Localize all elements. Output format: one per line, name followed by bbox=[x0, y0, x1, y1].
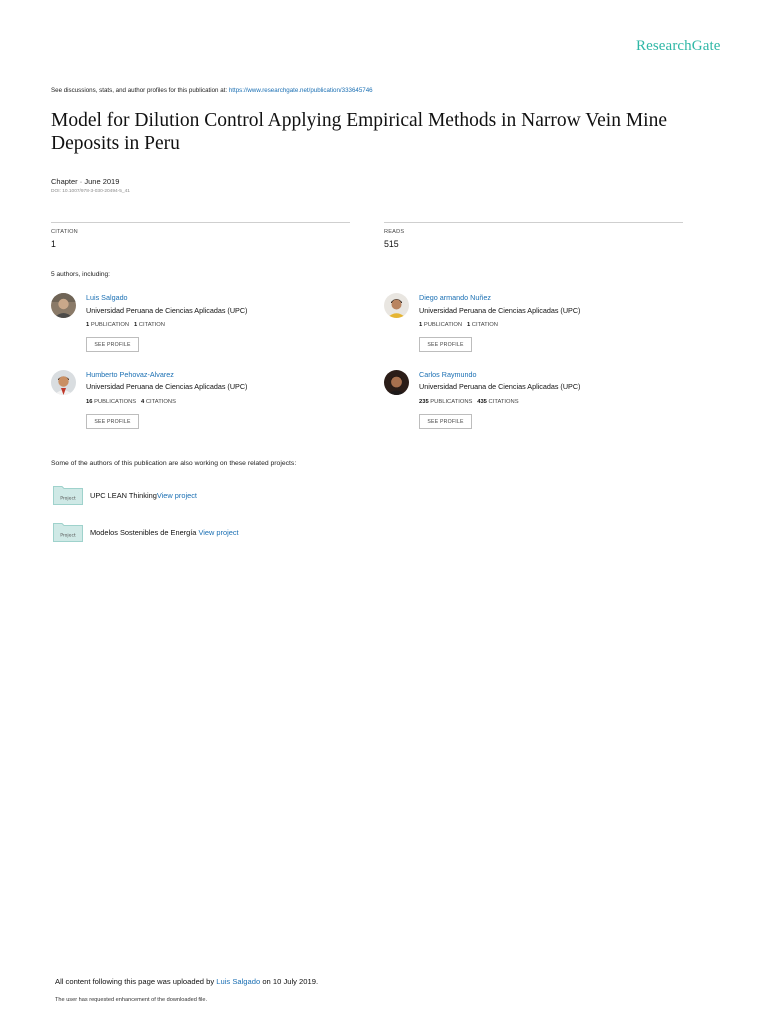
project-icon-label: Project bbox=[60, 533, 76, 539]
avatar[interactable] bbox=[51, 370, 76, 395]
upload-prefix: All content following this page was uploaded by bbox=[55, 977, 215, 986]
upload-suffix: on 10 July 2019. bbox=[262, 977, 319, 986]
publication-count: 1 bbox=[86, 322, 90, 328]
citation-count: 435 bbox=[477, 399, 487, 405]
uploader-link[interactable]: Luis Salgado bbox=[216, 977, 261, 986]
author-name-link[interactable]: Carlos Raymundo bbox=[419, 370, 477, 379]
view-project-link[interactable]: View project bbox=[198, 528, 239, 537]
project-item bbox=[90, 491, 197, 500]
author-affiliation: Universidad Peruana de Ciencias Aplicadas (UPC) bbox=[419, 306, 581, 315]
author-stats bbox=[419, 322, 498, 328]
researchgate-logo[interactable]: ResearchGate bbox=[636, 38, 721, 54]
citation-count-label: CITATION bbox=[471, 322, 498, 328]
discussion-prefix: See discussions, stats, and author profiles for this publication at: bbox=[51, 87, 228, 94]
publication-title: Model for Dilution Control Applying Empirical Methods in Narrow Vein Mine Deposits in Peru bbox=[51, 110, 667, 154]
citation-count-label: CITATION bbox=[138, 322, 165, 328]
author-name-link[interactable]: Luis Salgado bbox=[86, 293, 128, 302]
project-folder-icon bbox=[53, 522, 83, 542]
see-profile-button[interactable]: SEE PROFILE bbox=[86, 414, 139, 429]
related-projects-heading: Some of the authors of this publication are also working on these related projects: bbox=[51, 460, 297, 467]
download-note: The user has requested enhancement of the downloaded file. bbox=[55, 997, 208, 1003]
view-project-link[interactable]: View project bbox=[156, 491, 197, 500]
see-profile-button[interactable]: SEE PROFILE bbox=[419, 337, 472, 352]
publication-count: 235 bbox=[419, 399, 429, 405]
citation-count: 4 bbox=[141, 399, 145, 405]
upload-note bbox=[55, 977, 318, 986]
publication-count: 1 bbox=[419, 322, 423, 328]
author-stats bbox=[86, 399, 176, 405]
discussion-line bbox=[51, 87, 373, 94]
publication-count-label: PUBLICATION bbox=[423, 322, 463, 328]
avatar[interactable] bbox=[51, 293, 76, 318]
reads-count: 515 bbox=[384, 239, 399, 249]
project-item bbox=[90, 528, 239, 537]
citation-count: 1 bbox=[51, 239, 56, 249]
publication-count: 16 bbox=[86, 399, 93, 405]
project-folder-icon bbox=[53, 485, 83, 505]
project-name: UPC LEAN Thinking bbox=[90, 491, 157, 500]
author-stats bbox=[419, 399, 519, 405]
citation-count: 1 bbox=[466, 322, 471, 328]
publication-count-label: PUBLICATIONS bbox=[94, 399, 137, 405]
author-affiliation: Universidad Peruana de Ciencias Aplicadas (UPC) bbox=[86, 306, 248, 315]
publication-count-label: PUBLICATIONS bbox=[430, 399, 473, 405]
publication-url-link[interactable]: https://www.researchgate.net/publication/333645746 bbox=[228, 87, 373, 94]
citation-label: CITATION bbox=[51, 229, 78, 235]
authors-heading: 5 authors, including: bbox=[51, 271, 111, 278]
publication-doi: DOI: 10.1007/978-3-030-20494-5_41 bbox=[51, 189, 130, 194]
citation-count-label: CITATIONS bbox=[145, 399, 176, 405]
citation-count: 1 bbox=[133, 322, 138, 328]
citation-count-label: CITATIONS bbox=[488, 399, 519, 405]
see-profile-button[interactable]: SEE PROFILE bbox=[86, 337, 139, 352]
publication-type-date: Chapter · June 2019 bbox=[51, 177, 120, 186]
author-name-link[interactable]: Humberto Pehovaz-Alvarez bbox=[86, 370, 174, 379]
author-name-link[interactable]: Diego armando Nuñez bbox=[419, 293, 491, 302]
avatar[interactable] bbox=[384, 370, 409, 395]
project-icon-label: Project bbox=[60, 496, 76, 502]
author-affiliation: Universidad Peruana de Ciencias Aplicadas (UPC) bbox=[86, 382, 248, 391]
author-stats bbox=[86, 322, 165, 328]
citation-divider bbox=[51, 222, 350, 223]
avatar[interactable] bbox=[384, 293, 409, 318]
reads-label: READS bbox=[384, 229, 405, 235]
reads-divider bbox=[384, 222, 683, 223]
see-profile-button[interactable]: SEE PROFILE bbox=[419, 414, 472, 429]
publication-count-label: PUBLICATION bbox=[90, 322, 130, 328]
author-affiliation: Universidad Peruana de Ciencias Aplicadas (UPC) bbox=[419, 382, 581, 391]
project-name: Modelos Sostenibles de Energía bbox=[90, 528, 197, 537]
